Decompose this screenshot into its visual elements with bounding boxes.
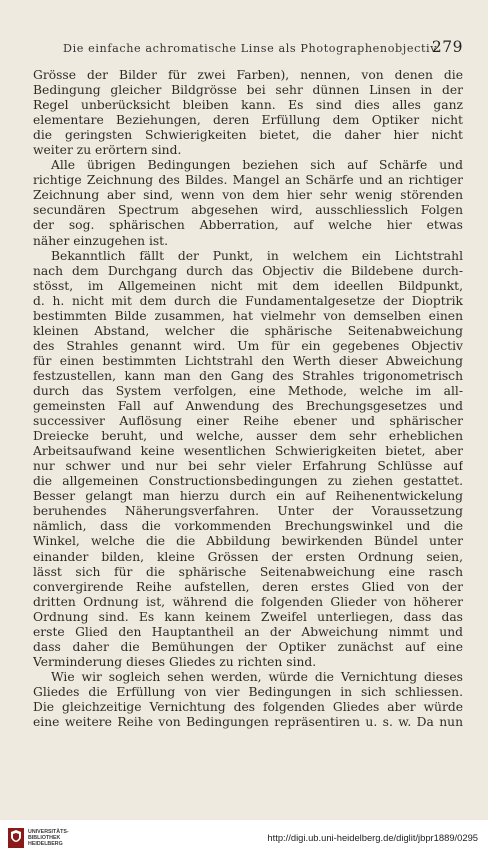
text-line: Grösse der Bilder für zwei Farben), nennen, von denen die [33,68,463,82]
text-line: durch das System verfolgen, eine Methode, welche im all- [33,383,463,398]
text-line: bestimmten Bilde zusammen, hat vielmehr von demselben einen [33,308,463,323]
text-line: die geringsten Schwierigkeiten bietet, die daher hier nicht [33,128,463,143]
text-line: nur schwer und nur bei sehr vieler Erfahrung Schlüsse auf [33,459,463,474]
paragraph-first-line: Wie wir sogleich sehen werden, würde die Vernichtung dieses [51,669,463,684]
text-line: der sog. sphärischen Abberration, auf welche hier etwas [33,218,463,233]
text-line: Verminderung dieses Gliedes zu richten sind. [33,654,317,669]
text-line: Besser gelangt man hierzu durch ein auf Reihenentwickelung [33,489,463,504]
text-line: d. h. nicht mit dem durch die Fundamentalgesetze der Dioptrik [33,293,463,308]
text-line: die allgemeinen Constructionsbedingungen zu ziehen gestattet. [33,474,463,489]
permalink-url[interactable]: http://digi.ub.uni-heidelberg.de/diglit/jbpr1889/0295 [267,832,478,843]
text-line: Ordnung sind. Es kann keinem Zweifel unterliegen, dass das [33,609,463,624]
text-line: näher einzugehen ist. [33,233,169,248]
text-line: stösst, im Allgemeinen nicht mit dem ideellen Bildpunkt, [33,278,463,293]
digitization-footer [0,820,488,858]
text-line: lässt sich für die sphärische Seitenabweichung eine rasch [33,564,463,579]
text-line: des Strahles genannt wird. Um für ein gegebenes Objectiv [33,338,463,353]
text-line: kleinen Abstand, welcher die sphärische Seitenabweichung [33,323,463,338]
text-line: Winkel, welche die die Abbildung bewirkenden Bündel unter [33,534,463,549]
text-line: einander bilden, kleine Grössen der ersten Ordnung seien, [33,549,463,564]
page-header [33,40,463,60]
text-line: für einen bestimmten Lichtstrahl den Werth dieser Abweichung [33,353,463,368]
text-line: Die gleichzeitige Vernichtung des folgenden Gliedes aber würde [33,699,463,714]
text-line: eine weitere Reihe von Bedingungen repräsentiren u. s. w. Da nun [33,715,463,730]
text-line: Regel unberücksicht bleiben kann. Es sind dies alles ganz [33,98,463,113]
text-line: elementare Beziehungen, deren Erfüllung dem Optiker nicht [33,113,463,128]
text-line: Dreiecke beruht, und welche, ausser dem sehr erheblichen [33,429,463,444]
body-text [33,68,463,730]
text-line: Zeichnung aber sind, wenn von dem hier sehr wenig störenden [33,188,463,203]
text-line: dass daher die Bemühungen der Optiker zunächst auf eine [33,639,463,654]
paragraph-first-line: Alle übrigen Bedingungen beziehen sich auf Schärfe und [51,158,463,173]
text-line: Bedingung gleicher Bildgrösse bei sehr dünnen Linsen in der [33,83,463,98]
text-line: nach dem Durchgang durch das Objectiv die Bildebene durch- [33,263,463,278]
running-title: Die einfache achromatische Linse als Photographenobjectiv. [63,42,440,55]
text-line: dritten Ordnung ist, während die folgenden Glieder von höherer [33,594,463,609]
text-line: nämlich, dass die vorkommenden Brechungswinkel und die [33,519,463,534]
text-line: richtige Zeichnung des Bildes. Mangel an Schärfe und an richtiger [33,173,463,188]
text-line: erste Glied den Hauptantheil an der Abweichung nimmt und [33,624,463,639]
text-line: festzustellen, kann man den Gang des Strahles trigonometrisch [33,368,463,383]
university-library-logo-icon [8,828,24,848]
text-line: successiver Auflösung einer Reihe ebener und sphärischer [33,414,463,429]
text-line: secundären Spectrum abgesehen wird, ausschliesslich Folgen [33,203,463,218]
text-line: Gliedes die Erfüllung von vier Bedingungen in sich schliessen. [33,684,463,699]
library-name: UNIVERSITÄTS- BIBLIOTHEK HEIDELBERG [28,829,69,848]
text-line: weiter zu erörtern sind. [33,143,182,158]
text-line: gemeinsten Fall auf Anwendung des Brechungsgesetzes und [33,399,463,414]
text-line: beruhendes Näherungsverfahren. Unter der Voraussetzung [33,504,463,519]
text-line: Arbeitsaufwand keine wesentlichen Schwierigkeiten bietet, aber [33,444,463,459]
paragraph-first-line: Bekanntlich fällt der Punkt, in welchem ein Lichtstrahl [51,248,463,263]
page-number: 279 [431,38,463,56]
text-line: convergirende Reihe aufstellen, deren erstes Glied von der [33,579,463,594]
